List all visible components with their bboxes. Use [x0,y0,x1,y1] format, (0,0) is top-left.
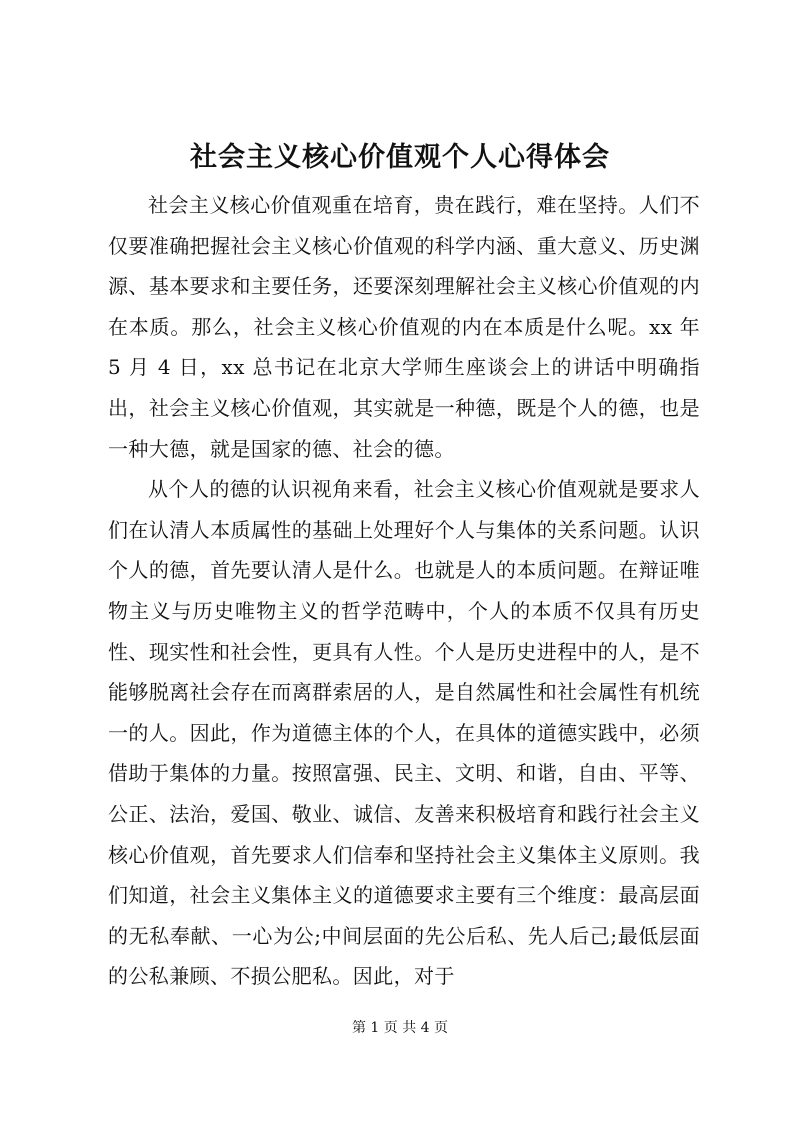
page-footer: 第 1 页 共 4 页 [351,1020,449,1036]
paragraph-2: 从个人的德的认识视角来看，社会主义核心价值观就是要求人们在认清人本质属性的基础上处理好个人与集体的关系问题。认识个人的德，首先要认清人是什么。也就是人的本质问题。在辩证唯物主义与历史唯物主义的哲学范畴中，个人的本质不仅具有历史性、现实性和社会性，更具有人性。个人是历史进程中的人，是不能够脱离社会存在而离群索居的人，是自然属性和社会属性有机统一的人。因此，作为道德主体的个人，在具体的道德实践中，必须借助于集体的力量。按照富强、民主、文明、和谐，自由、平等、公正、法治，爱国、敬业、诚信、友善来积极培育和践行社会主义核心价值观，首先要求人们信奉和坚持社会主义集体主义原则。我们知道，社会主义集体主义的道德要求主要有三个维度：最高层面的无私奉献、一心为公;中间层面的先公后私、先人后己;最低层面的公私兼顾、不损公肥私。因此，对于 [108,477,700,989]
paragraph-1: 社会主义核心价值观重在培育，贵在践行，难在坚持。人们不仅要准确把握社会主义核心价值观的科学内涵、重大意义、历史渊源、基本要求和主要任务，还要深刻理解社会主义核心价值观的内在本质。那么，社会主义核心价值观的内在本质是什么呢。xx 年 5 月 4 日，xx 总书记在北京大学师生座谈会上的讲话中明确指出，社会主义核心价值观，其实就是一种德，既是个人的德，也是一种大德，就是国家的德、社会的德。 [108,193,700,461]
document-title: 社会主义核心价值观个人心得体会 [190,142,610,173]
document-body [108,185,700,997]
